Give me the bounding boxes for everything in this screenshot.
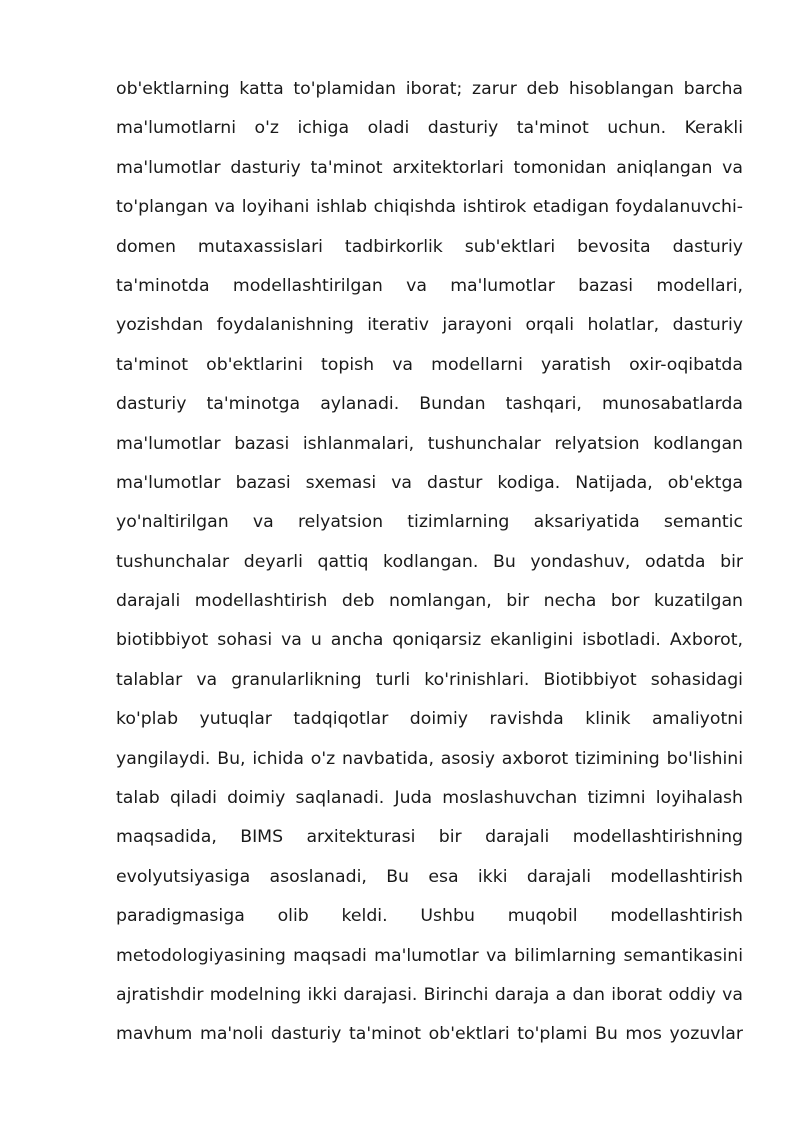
text-line: metodologiyasining maqsadi ma'lumotlar va bilimlarning semantikasini bbox=[116, 945, 743, 966]
text-line: tushunchalar deyarli qattiq kodlangan. Bu yondashuv, odatda bir bbox=[116, 551, 743, 572]
text-line: darajali modellashtirish deb nomlangan, bir necha bor kuzatilgan bbox=[116, 591, 743, 612]
text-line: maqsadida, BIMS arxitekturasi bir darajali modellashtirishning bbox=[116, 827, 743, 848]
text-line: ta'minotda modellashtirilgan va ma'lumotlar bazasi modellari, bbox=[116, 275, 743, 296]
text-line: biotibbiyot sohasi va u ancha qoniqarsiz ekanligini isbotladi. Axborot, bbox=[116, 630, 743, 651]
text-line: domen mutaxassislari tadbirkorlik sub'ektlari bevosita dasturiy bbox=[116, 236, 743, 257]
text-line: dasturiy ta'minotga aylanadi. Bundan tashqari, munosabatlarda bbox=[116, 394, 743, 415]
text-line: evolyutsiyasiga asoslanadi, Bu esa ikki darajali modellashtirish bbox=[116, 866, 743, 887]
text-line: yo'naltirilgan va relyatsion tizimlarning aksariyatida semantic bbox=[116, 512, 743, 533]
text-line: ajratishdir modelning ikki darajasi. Birinchi daraja a dan iborat oddiy va bbox=[116, 984, 743, 1005]
text-line: ma'lumotlarni o'z ichiga oladi dasturiy ta'minot uchun. Kerakli bbox=[116, 118, 743, 139]
text-line: to'plangan va loyihani ishlab chiqishda ishtirok etadigan foydalanuvchi- bbox=[116, 197, 743, 218]
text-line: yozishdan foydalanishning iterativ jarayoni orqali holatlar, dasturiy bbox=[116, 315, 743, 336]
text-line: yangilaydi. Bu, ichida o'z navbatida, asosiy axborot tizimining bo'lishini bbox=[116, 748, 743, 769]
text-line: ma'lumotlar bazasi ishlanmalari, tushunchalar relyatsion kodlangan bbox=[116, 433, 743, 454]
body-paragraph bbox=[116, 70, 743, 1055]
text-line: talablar va granularlikning turli ko'rinishlari. Biotibbiyot sohasidagi bbox=[116, 669, 743, 690]
text-line: ma'lumotlar bazasi sxemasi va dastur kodiga. Natijada, ob'ektga bbox=[116, 472, 743, 493]
text-line: paradigmasiga olib keldi. Ushbu muqobil modellashtirish bbox=[116, 906, 743, 927]
text-line: ob'ektlarning katta to'plamidan iborat; zarur deb hisoblangan barcha bbox=[116, 79, 743, 99]
text-line: ta'minot ob'ektlarini topish va modellarni yaratish oxir-oqibatda bbox=[116, 354, 743, 375]
text-line: talab qiladi doimiy saqlanadi. Juda moslashuvchan tizimni loyihalash bbox=[116, 788, 743, 809]
text-line: ko'plab yutuqlar tadqiqotlar doimiy ravishda klinik amaliyotni bbox=[116, 709, 743, 730]
text-line: ma'lumotlar dasturiy ta'minot arxitektorlari tomonidan aniqlangan va bbox=[116, 157, 743, 178]
text-line: mavhum ma'noli dasturiy ta'minot ob'ektlari to'plami Bu mos yozuvlar bbox=[116, 1024, 743, 1045]
